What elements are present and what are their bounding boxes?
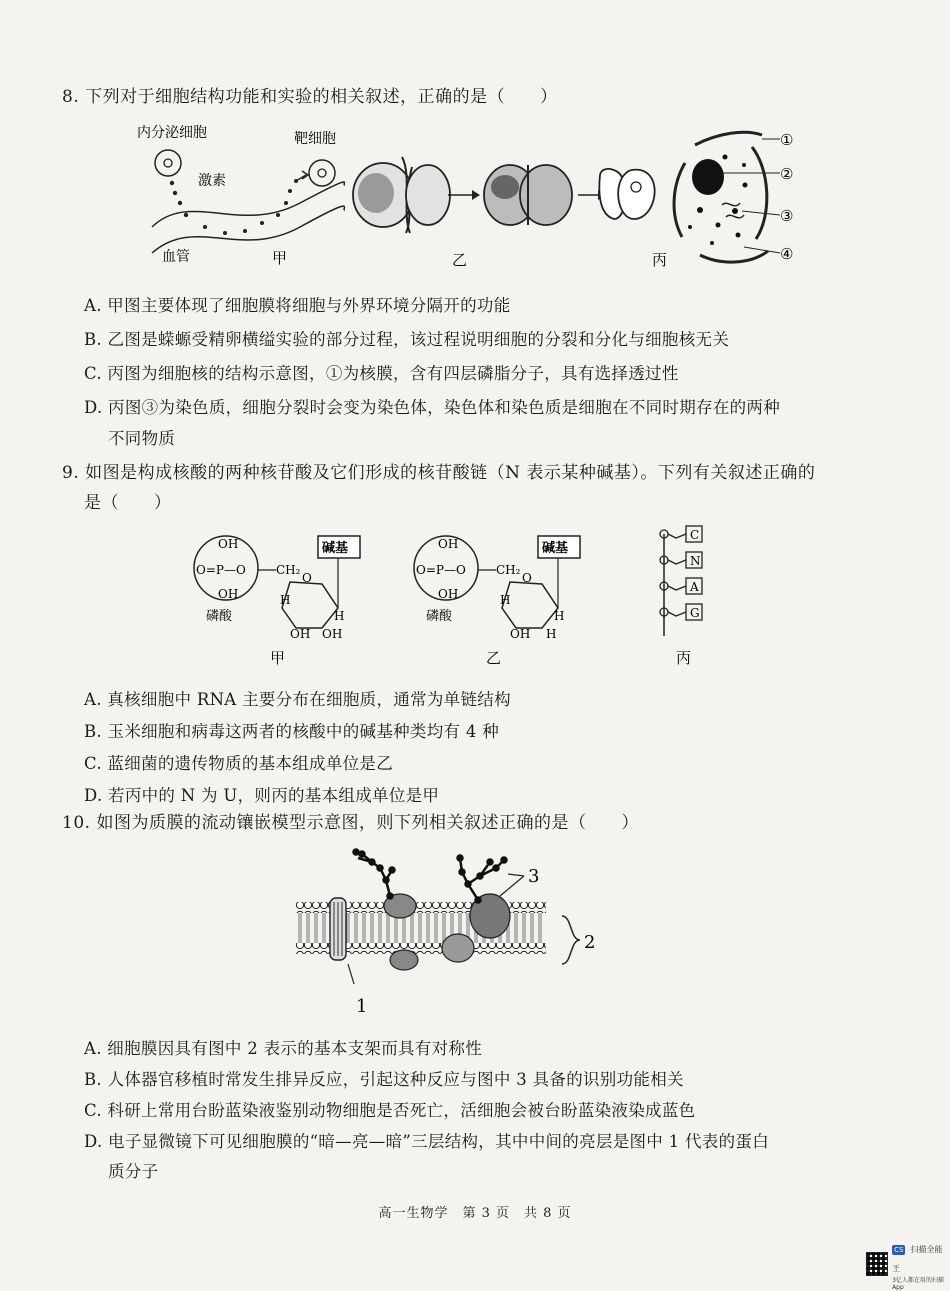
label-blood-vessel: 血管 <box>162 249 190 265</box>
h1: H <box>500 593 511 607</box>
q8-option-b: B. 乙图是蝾螈受精卵横缢实验的部分过程，该过程说明细胞的分裂和分化与细胞核无关 <box>84 330 730 349</box>
nucleotide-yi <box>414 536 580 667</box>
label-hormone: 激素 <box>198 173 226 189</box>
label-n2: ② <box>780 165 794 183</box>
ring-o: O <box>522 571 532 585</box>
q8-option-d: D. 丙图③为染色质，细胞分裂时会变为染色体，染色体和染色质是细胞在不同时期存在的两种 <box>84 398 781 417</box>
h1: H <box>280 593 291 607</box>
o-p-o: O=P—O <box>416 563 466 577</box>
label-bing: 丙 <box>676 649 692 667</box>
label-target-cell: 靶细胞 <box>294 131 336 147</box>
qr-code-icon <box>866 1252 888 1276</box>
oh-2: OH <box>322 627 343 641</box>
q8-option-d-cont: 不同物质 <box>108 429 176 448</box>
q10-option-d: D. 电子显微镜下可见细胞膜的“暗—亮—暗”三层结构，其中中间的亮层是图中 1 代表的蛋白 <box>84 1132 769 1151</box>
label-jia: 甲 <box>270 649 286 667</box>
q9-stem-line1: 9. 如图是构成核酸的两种核苷酸及它们形成的核苷酸链（N 表示某种碱基）。下列有关叙述正确的 <box>62 463 816 483</box>
label-bing: 丙 <box>652 251 668 269</box>
label-yi: 乙 <box>486 649 502 667</box>
base-box: 碱基 <box>322 541 349 556</box>
chain-base-a: A <box>690 580 699 594</box>
q9-stem-line2: 是（ ） <box>84 493 172 513</box>
figure-yi <box>353 157 655 269</box>
h2: H <box>334 609 345 623</box>
figure-bing <box>652 131 793 269</box>
oh-top: OH <box>218 537 239 551</box>
q9-option-d: D. 若丙中的 N 为 U，则丙的基本组成单位是甲 <box>84 786 440 805</box>
chain-base-n: N <box>690 554 701 568</box>
label-n4: ④ <box>780 245 794 263</box>
label-2: 2 <box>584 932 596 953</box>
q9-option-c: C. 蓝细菌的遗传物质的基本组成单位是乙 <box>84 754 394 773</box>
q9-option-b: B. 玉米细胞和病毒这两者的核酸中的碱基种类均有 4 种 <box>84 722 500 741</box>
q8-option-c: C. 丙图为细胞核的结构示意图，①为核膜，含有四层磷脂分子，具有选择透过性 <box>84 364 679 383</box>
q10-option-b: B. 人体器官移植时常发生排异反应，引起这种反应与图中 3 具备的识别功能相关 <box>84 1070 684 1089</box>
q10-stem: 10. 如图为质膜的流动镶嵌模型示意图，则下列相关叙述正确的是（ ） <box>62 813 639 833</box>
label-3: 3 <box>528 866 540 887</box>
q8-figure <box>0 115 950 315</box>
phosphate-label: 磷酸 <box>426 609 453 624</box>
label-jia: 甲 <box>272 249 288 267</box>
chain-base-c: C <box>690 528 700 542</box>
cs-badge: CS <box>894 1246 904 1254</box>
h2: H <box>554 609 565 623</box>
h-2prime: H <box>546 627 557 641</box>
oh-3: OH <box>290 627 311 641</box>
q9-option-a: A. 真核细胞中 RNA 主要分布在细胞质，通常为单链结构 <box>84 690 511 709</box>
nucleotide-jia <box>194 536 360 667</box>
label-n3: ③ <box>780 207 794 225</box>
q9-figure <box>0 520 950 670</box>
figure-jia <box>137 124 345 267</box>
phosphate-label: 磷酸 <box>206 609 233 624</box>
ch2: CH₂ <box>496 563 521 577</box>
q10-option-d-cont: 质分子 <box>108 1162 159 1181</box>
scanner-sub: 3亿人都在用的扫描App <box>892 1277 944 1291</box>
page-footer: 高一生物学 第 3 页 共 8 页 <box>378 1206 572 1221</box>
scanner-name: 扫描全能王 <box>892 1245 943 1273</box>
q8-option-a: A. 甲图主要体现了细胞膜将细胞与外界环境分隔开的功能 <box>84 296 511 315</box>
q10-option-a: A. 细胞膜因具有图中 2 表示的基本支架而具有对称性 <box>84 1039 482 1058</box>
label-n1: ① <box>780 131 794 149</box>
ch2: CH₂ <box>276 563 301 577</box>
ring-o: O <box>302 571 312 585</box>
q10-membrane-figure <box>0 840 950 1030</box>
oh-top: OH <box>438 537 459 551</box>
q8-stem: 8. 下列对于细胞结构功能和实验的相关叙述，正确的是（ ） <box>62 87 558 107</box>
oh-bottom: OH <box>438 587 459 601</box>
label-1: 1 <box>356 996 368 1017</box>
q10-option-c: C. 科研上常用台盼蓝染液鉴别动物细胞是否死亡，活细胞会被台盼蓝染液染成蓝色 <box>84 1101 696 1120</box>
label-endocrine-cell: 内分泌细胞 <box>137 125 207 141</box>
chain-base-g: G <box>690 606 700 620</box>
scanner-watermark <box>866 1237 950 1291</box>
nucleotide-chain-bing <box>660 526 702 667</box>
o-p-o: O=P—O <box>196 563 246 577</box>
oh-bottom: OH <box>218 587 239 601</box>
label-yi: 乙 <box>452 251 468 269</box>
oh-3: OH <box>510 627 531 641</box>
base-box: 碱基 <box>542 541 569 556</box>
